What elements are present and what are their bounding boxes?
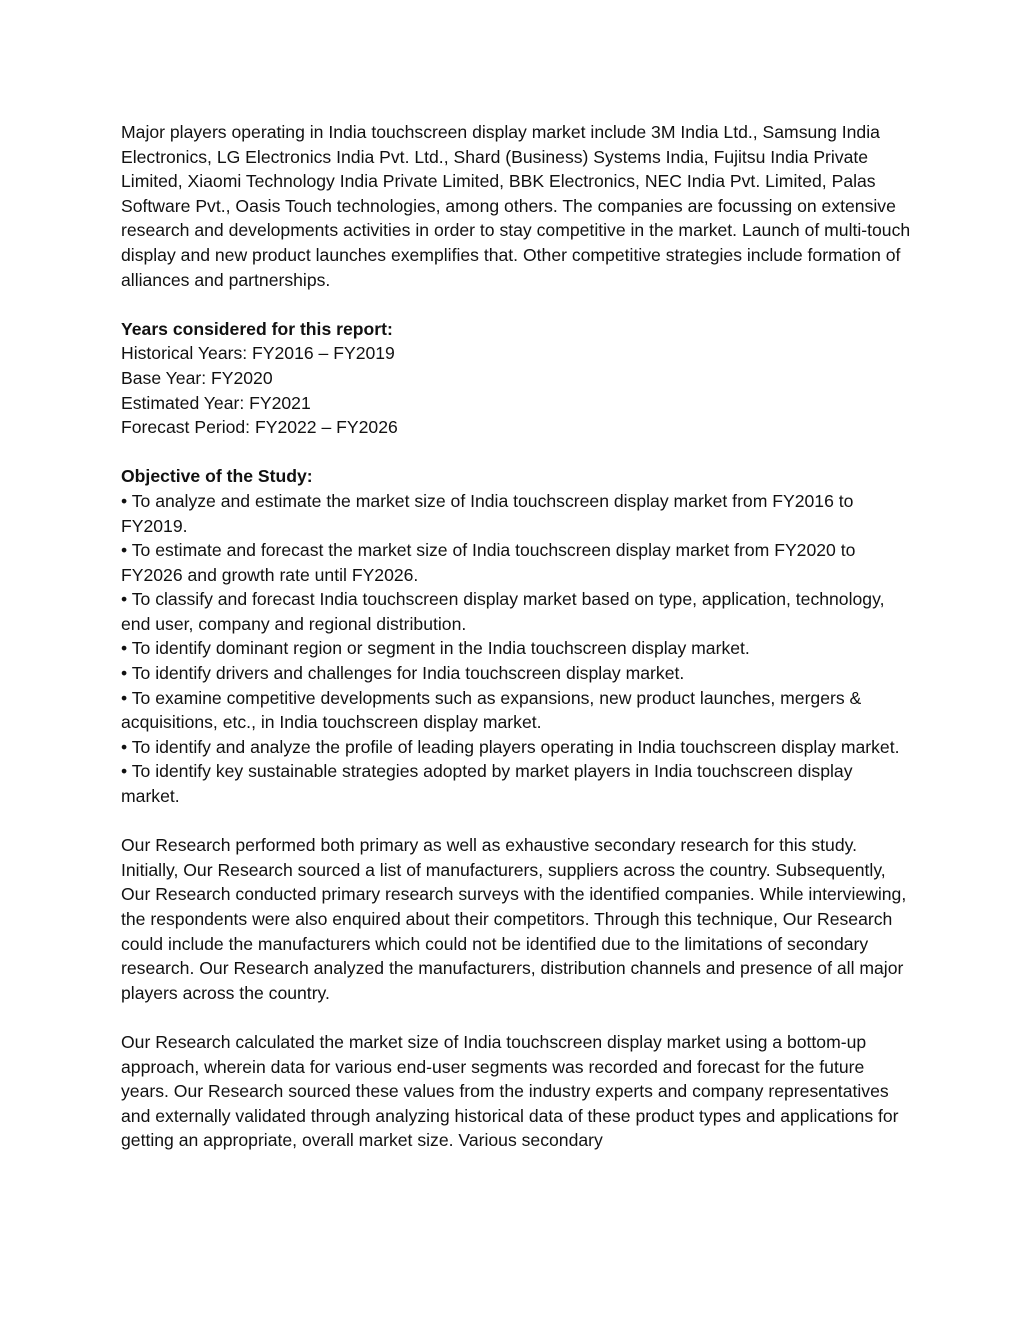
- objective-heading: Objective of the Study:: [121, 466, 313, 487]
- objective-bullet: • To examine competitive developments such as expansions, new product launches, mergers & acquisitions, etc., in India touchscreen display market.: [121, 687, 862, 733]
- objective-bullet: • To identify drivers and challenges for India touchscreen display market.: [121, 663, 685, 684]
- objective-bullet: • To analyze and estimate the market size of India touchscreen display market from FY2016 to FY2019.: [121, 490, 854, 536]
- objective-bullet: • To identify dominant region or segment in the India touchscreen display market.: [121, 638, 750, 659]
- intro-paragraph: Major players operating in India touchscreen display market include 3M India Ltd., Samsung India Electronics, LG Electronics India Pvt. Ltd., Shard (Business) Systems India, Fujitsu India Private Limited, Xiaomi Technology India Private Limited, BBK Electronics, NEC India Pvt. Limited, Palas Software Pvt., Oasis Touch technologies, among others. The companies are focussing on extensive research and developments activities in order to stay competitive in the market. Launch of multi-touch display and new product launches exemplifies that. Other competitive strategies include formation of alliances and partnerships.: [121, 122, 911, 290]
- forecast-period-line: Forecast Period: FY2022 – FY2026: [121, 417, 398, 438]
- spacer: [121, 1005, 911, 1030]
- document-page: [121, 120, 911, 1153]
- estimated-year-line: Estimated Year: FY2021: [121, 392, 311, 413]
- objective-bullet: • To classify and forecast India touchscreen display market based on type, application, technology, end user, company and regional distribution.: [121, 589, 885, 634]
- years-heading: Years considered for this report:: [121, 318, 393, 339]
- historical-years-line: Historical Years: FY2016 – FY2019: [121, 343, 395, 364]
- objective-bullet: • To identify key sustainable strategies adopted by market players in India touchscreen display market.: [121, 761, 853, 807]
- spacer: [121, 292, 911, 317]
- spacer: [121, 440, 911, 465]
- objective-bullet: • To identify and analyze the profile of leading players operating in India touchscreen display market.: [121, 736, 900, 757]
- research-paragraph: Our Research performed both primary as well as exhaustive secondary research for this study. Initially, Our Research sourced a list of manufacturers, suppliers across the country. Subsequently, Our Research conducted primary research surveys with the identified companies. While interviewing, the respondents were also enquired about their competitors. Through this technique, Our Research could include the manufacturers which could not be identified due to the limitations of secondary research. Our Research analyzed the manufacturers, distribution channels and presence of all major players across the country.: [121, 835, 907, 1003]
- objective-bullet: • To estimate and forecast the market size of India touchscreen display market from FY2020 to FY2026 and growth rate until FY2026.: [121, 540, 856, 585]
- spacer: [121, 809, 911, 834]
- market-size-paragraph: Our Research calculated the market size of India touchscreen display market using a bottom-up approach, wherein data for various end-user segments was recorded and forecast for the future years. Our Research sourced these values from the industry experts and company representatives and externally validated through analyzing historical data of these product types and applications for getting an appropriate, overall market size. Various secondary: [121, 1031, 899, 1151]
- base-year-line: Base Year: FY2020: [121, 367, 273, 388]
